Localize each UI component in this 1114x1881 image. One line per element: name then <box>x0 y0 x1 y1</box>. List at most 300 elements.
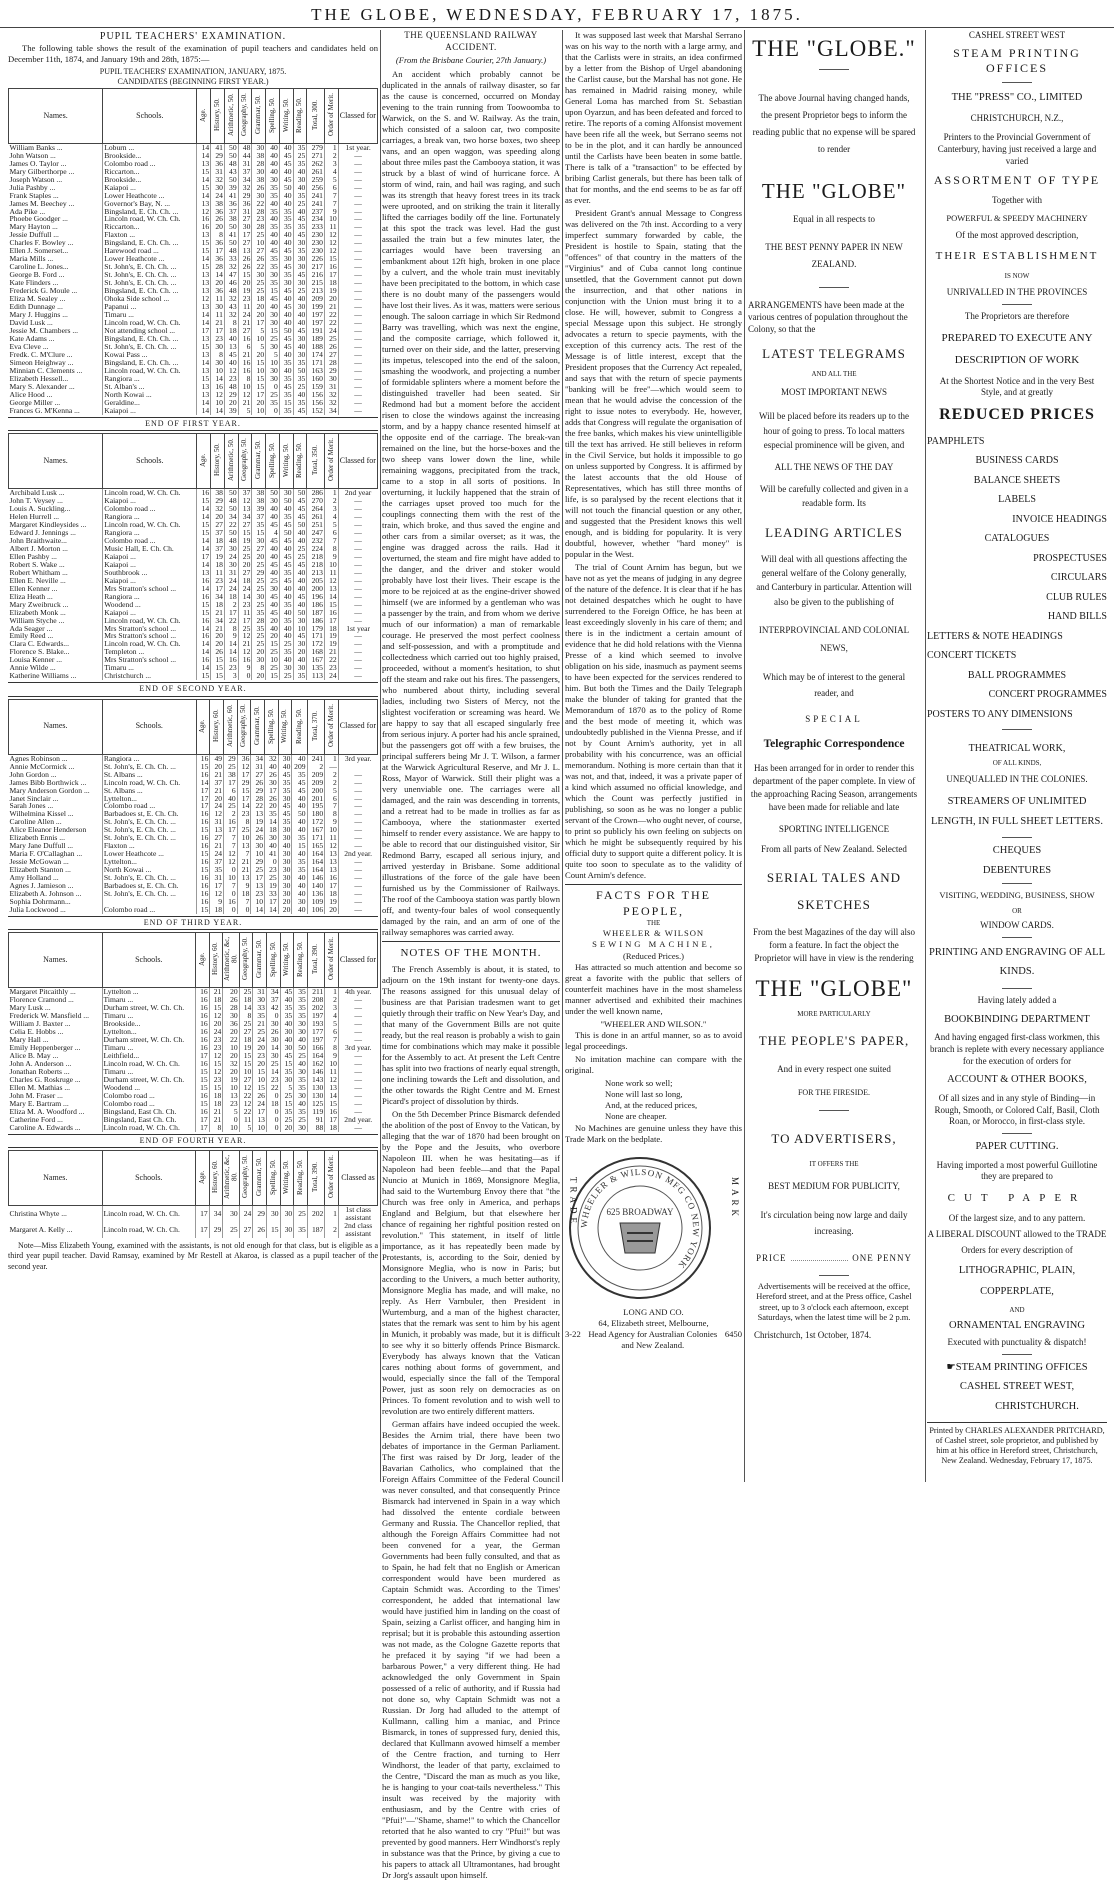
score-cell: 21 <box>237 858 251 866</box>
score-cell: 30 <box>293 617 307 625</box>
score-cell: 35 <box>279 215 293 223</box>
name-cell: Celia E. Hobbs ... <box>9 1028 103 1036</box>
school-cell: St. John's, E. Ch. Ch. ... <box>103 263 197 271</box>
score-cell: 172 <box>307 640 325 648</box>
score-cell: 1 <box>324 143 338 151</box>
score-cell: 16 <box>238 335 252 343</box>
score-cell: — <box>354 663 362 673</box>
score-cell: 12 <box>325 1076 339 1084</box>
score-cell: 106 <box>307 906 325 914</box>
column-header: Grammar, 50. <box>253 933 267 988</box>
score-cell: — <box>354 535 362 545</box>
score-cell: 13 <box>210 826 224 834</box>
score-cell: 172 <box>307 818 325 826</box>
score-cell: 45 <box>266 609 280 617</box>
school-cell: Lyttelton... <box>102 858 196 866</box>
score-cell: 34 <box>224 513 238 521</box>
score-cell: 0 <box>266 407 280 415</box>
name-cell: Janet Sinclair ... <box>9 795 103 803</box>
school-cell: Kaiapoi ... <box>103 577 197 585</box>
score-cell: 35 <box>294 1004 308 1012</box>
name-cell: Louis A. Suckling... <box>9 505 103 513</box>
score-cell: 8 <box>324 545 338 553</box>
exam-note: Note—Miss Elizabeth Young, examined with the assistants, is not old enough for that class, but is eligible as a third year pupil teacher. David Ramsay, examined by Mr Restell at Akaroa, is classed as a pupil teacher of the second year. <box>8 1241 378 1271</box>
score-cell: 163 <box>307 367 325 375</box>
score-cell: 40 <box>279 311 293 319</box>
press-machinery: POWERFUL & SPEEDY MACHINERY <box>946 212 1088 223</box>
score-cell: 11 <box>325 1068 339 1076</box>
score-cell: — <box>354 631 362 641</box>
score-cell: 16 <box>224 656 238 664</box>
price-value: ONE PENNY <box>852 1253 912 1264</box>
score-cell: 45 <box>293 593 307 601</box>
name-cell: Amy Holland ... <box>9 874 103 882</box>
score-cell: 14 <box>325 1092 339 1100</box>
score-cell: 0 <box>223 1116 239 1124</box>
score-cell: 24 <box>324 672 338 680</box>
score-cell: 25 <box>224 763 238 771</box>
agent-address: 64, Elizabeth street, Melbourne, <box>598 1317 709 1328</box>
score-cell: 35 <box>266 192 280 200</box>
notes-paragraph: On the 5th December Prince Bismarck defended the abolition of the post of Envoy to the Vatican, by alleging that the war of 1870 had been brought on by the Pope and the Jesuits, who overbore Napoleon III. when he was hesitating—as if Napoleon had been feeble—and that the Papal Nuncio at Munich in 1869, Monsignore Meglia, had said to the Wurtemburg Envoy there that "the Church was free only in America, and perhaps England and Belgium, but that elsewhere her chance of regaining her rightful position rested on revolution." This statement, in itself of little importance, as it has repeatedly been made by Protestants, is, according to the Soir, denied by Monsignore Meglia, who is now in Paris; but according to the Univers, a much better authority, Monsignore Meglia has made, and will make, no reply. As Herr Varnbuler, then President in Wurtemburg, and a man of the highest character, states that the remark was sent to him by his agent in Munich, it probably was made, but it is difficult to see why it so bitterly offends Prince Bismarck. Everybody has always known that the Vatican cares nothing about forms of government, and would, especially since the fall of the Temporal Power, just as soon rely on democracies as on Princes. To foment revolution and to wish well to revolution are two entirely different matters. <box>382 1108 560 1416</box>
pointing-hand-icon: ☛ <box>946 1361 956 1373</box>
agent-name: LONG AND CO. <box>623 1306 684 1317</box>
school-cell: Colombo road ... <box>102 906 196 914</box>
wheeler-verse <box>565 1078 742 1123</box>
press-workmen: And having engaged first-class workmen, this branch is replete with every necessary appliance for the execution of orders for <box>930 1032 1104 1066</box>
score-cell: — <box>354 567 362 577</box>
score-cell: 14 <box>197 143 211 151</box>
score-cell: 7 <box>237 898 251 906</box>
score-cell: 29 <box>237 779 251 787</box>
score-cell: 135 <box>307 664 325 672</box>
score-cell: 0 <box>266 1116 280 1124</box>
score-cell: 16 <box>196 754 210 762</box>
score-cell: 35 <box>292 858 307 866</box>
score-cell: 174 <box>307 351 325 359</box>
score-cell: 21 <box>211 625 225 633</box>
score-cell: 8 <box>325 810 339 818</box>
score-cell: 2nd class assistant <box>344 1221 373 1239</box>
score-cell: — <box>354 1098 363 1108</box>
school-cell: Papanui ... <box>103 303 197 311</box>
score-cell: 20 <box>278 898 292 906</box>
score-cell: 30 <box>266 176 280 184</box>
score-cell: 25 <box>293 545 307 553</box>
press-item: CONCERT TICKETS <box>927 650 1017 662</box>
score-cell: 15 <box>197 609 211 617</box>
score-cell: 15 <box>197 184 211 192</box>
score-cell: 25 <box>280 1092 294 1100</box>
score-cell: 13 <box>237 874 251 882</box>
score-cell: 205 <box>307 577 325 585</box>
score-cell: 25 <box>293 553 307 561</box>
score-cell: 27 <box>238 327 252 335</box>
column-rule <box>744 30 745 1482</box>
score-cell: 17 <box>196 802 210 810</box>
score-cell: 17 <box>196 1222 210 1238</box>
score-cell: — <box>354 519 362 529</box>
results-table-third-year <box>8 932 378 1131</box>
notes-column <box>565 30 742 1482</box>
school-cell: Colombo road ... <box>102 802 196 810</box>
score-cell: 18 <box>324 279 338 287</box>
score-cell: 11 <box>211 569 225 577</box>
globe-column <box>746 30 922 1482</box>
score-cell: 16 <box>324 609 338 617</box>
score-cell: 259 <box>307 176 325 184</box>
score-cell: 40 <box>279 192 293 200</box>
imprint: Printed by CHARLES ALEXANDER PRITCHARD, of Cashel street, sole proprietor, and published by him at his office in Hereford street, Christchurch, New Zealand. Wednesday, February 17, 1875. <box>929 1425 1105 1466</box>
press-together: Together with <box>991 194 1043 205</box>
score-cell: 9 <box>224 632 238 640</box>
score-cell: 13 <box>237 842 251 850</box>
score-cell: 15 <box>197 263 211 271</box>
score-cell: 213 <box>307 287 325 295</box>
name-cell: Archibald Lusk ... <box>9 489 103 497</box>
score-cell: 30 <box>266 375 280 383</box>
score-cell: 34 <box>238 513 252 521</box>
globe-all-news: ALL THE NEWS OF THE DAY <box>774 462 894 473</box>
score-cell: — <box>354 881 362 891</box>
school-cell: Lincoln road, W. Ch. Ch. <box>103 215 197 223</box>
score-cell: 7 <box>324 192 338 200</box>
score-cell: 2nd year. <box>344 849 373 859</box>
score-cell: 45 <box>293 271 307 279</box>
score-cell: 22 <box>224 617 238 625</box>
column-header: Age. <box>196 933 210 988</box>
score-cell: 21 <box>238 319 252 327</box>
school-cell: Mrs Stratton's school ... <box>103 632 197 640</box>
score-cell: 20 <box>211 279 225 287</box>
score-cell: 34 <box>209 1206 223 1222</box>
score-cell: 30 <box>293 335 307 343</box>
score-cell: 28 <box>252 223 266 231</box>
name-cell: Edward J. Jennings ... <box>9 529 103 537</box>
score-cell: 40 <box>266 239 280 247</box>
globe-all-parts: From all parts of New Zealand. Selected <box>761 844 907 855</box>
score-cell: 45 <box>279 287 293 295</box>
score-cell: 30 <box>293 255 307 263</box>
score-cell: 25 <box>294 1206 308 1222</box>
school-cell: Lincoln road, W. Ch. Ch. <box>102 1124 196 1132</box>
column-header: Geography, 50. <box>239 1151 253 1206</box>
score-cell: — <box>354 230 362 240</box>
name-cell: Annie Wilde ... <box>9 664 103 672</box>
score-cell: 40 <box>266 545 280 553</box>
score-cell: 26 <box>265 795 279 803</box>
score-cell: 20 <box>265 802 279 810</box>
score-cell: 19 <box>211 553 225 561</box>
wheeler-the: THE <box>646 919 661 928</box>
school-cell: Lyttelton ... <box>102 988 196 996</box>
name-cell: Margaret A. Kelly ... <box>9 1222 103 1238</box>
score-cell: 25 <box>252 601 266 609</box>
column-header: Arithmetic, 60. <box>224 699 238 754</box>
score-cell: 29 <box>211 497 225 505</box>
name-cell: Alice B. May ... <box>9 1052 103 1060</box>
score-cell: 30 <box>294 1124 308 1132</box>
school-cell: North Kowai ... <box>103 391 197 399</box>
press-item: BUSINESS CARDS <box>975 455 1059 467</box>
score-cell: 40 <box>293 569 307 577</box>
score-cell: 25 <box>293 383 307 391</box>
score-cell: 30 <box>252 143 266 151</box>
name-cell: Caroline Allen ... <box>9 818 103 826</box>
score-cell: 12 <box>238 391 252 399</box>
name-cell: Maria Mills ... <box>9 255 103 263</box>
score-cell: 35 <box>293 375 307 383</box>
column-header: Total, 300. <box>307 88 325 143</box>
score-cell: — <box>354 809 362 819</box>
score-cell: 179 <box>307 625 325 633</box>
globe-leading-articles: LEADING ARTICLES <box>765 524 903 540</box>
score-cell: 2 <box>324 497 338 505</box>
globe-equal: Equal in all respects to <box>793 213 875 224</box>
school-cell: Colombo road ... <box>103 537 197 545</box>
score-cell: 38 <box>211 200 225 208</box>
score-cell: 15 <box>209 1084 223 1092</box>
score-cell: 15 <box>197 497 211 505</box>
score-cell: 22 <box>266 1084 280 1092</box>
score-cell: 21 <box>211 609 225 617</box>
score-cell: 30 <box>252 656 266 664</box>
score-cell: 15 <box>239 1060 253 1068</box>
column-header: History, 60. <box>210 699 224 754</box>
score-cell: 17 <box>196 795 210 803</box>
score-cell: 32 <box>224 311 238 319</box>
wheeler-title: FACTS FOR THE PEOPLE, <box>596 888 711 918</box>
name-cell: Eliza M. Sealey ... <box>9 295 103 303</box>
name-cell: Wilhelmina Kissel ... <box>9 810 103 818</box>
press-largest: Of the largest size, and to any pattern. <box>948 1213 1086 1224</box>
score-cell: 5 <box>325 787 339 795</box>
score-cell: 41 <box>224 231 238 239</box>
name-cell: Alice Eleanor Henderson <box>9 826 103 834</box>
score-cell: 25 <box>293 152 307 160</box>
score-cell: 45 <box>279 176 293 184</box>
score-cell: 28 <box>252 617 266 625</box>
score-cell: 91 <box>307 1116 325 1124</box>
notes-title: NOTES OF THE MONTH. <box>400 946 542 959</box>
score-cell: 21 <box>238 399 252 407</box>
score-cell: 40 <box>292 850 307 858</box>
score-cell: 109 <box>307 898 325 906</box>
score-cell: 125 <box>307 1100 325 1108</box>
score-cell: 217 <box>307 263 325 271</box>
score-cell: — <box>354 294 362 304</box>
score-cell: 35 <box>293 672 307 680</box>
score-cell: 48 <box>224 383 238 391</box>
school-cell: Kaiapoi ... <box>103 609 197 617</box>
column-header: Spelling, 50. <box>266 933 280 988</box>
score-cell: 21 <box>210 842 224 850</box>
score-cell: 30 <box>211 359 225 367</box>
wheeler-text: No imitation machine can compare with the original. <box>565 1053 742 1075</box>
school-cell: St. Albans ... <box>102 787 196 795</box>
score-cell: 45 <box>279 247 293 255</box>
score-cell: 16 <box>196 1004 210 1012</box>
score-cell: 30 <box>266 367 280 375</box>
score-cell: 29 <box>251 787 265 795</box>
school-cell: Lincoln road, W. Ch. Ch. <box>102 779 196 787</box>
score-cell: 10 <box>223 1044 239 1052</box>
score-cell: 12 <box>324 239 338 247</box>
score-cell: 24 <box>253 1100 267 1108</box>
score-cell: 28 <box>211 263 225 271</box>
score-cell: 15 <box>196 1084 210 1092</box>
score-cell: 7 <box>324 200 338 208</box>
score-cell: 0 <box>224 866 238 874</box>
score-cell: 247 <box>307 529 325 537</box>
column-header: Names. <box>9 434 103 489</box>
score-cell: 27 <box>252 545 266 553</box>
score-cell: 46 <box>224 279 238 287</box>
score-cell: 15 <box>279 399 293 407</box>
score-cell: 15 <box>196 850 210 858</box>
school-cell: Kaiapoi ... <box>103 407 197 415</box>
score-cell: 27 <box>239 1028 253 1036</box>
name-cell: James O. Taylor ... <box>9 160 103 168</box>
score-cell: 1 <box>324 489 338 497</box>
score-cell: — <box>354 599 362 609</box>
score-cell: 40 <box>266 569 280 577</box>
name-cell: Fredk. C. M'Clure ... <box>9 351 103 359</box>
score-cell: 26 <box>211 215 225 223</box>
score-cell: 35 <box>279 359 293 367</box>
score-cell: 14 <box>197 319 211 327</box>
school-cell: Timaru ... <box>103 311 197 319</box>
score-cell: 17 <box>196 1124 210 1132</box>
score-cell: 45 <box>279 263 293 271</box>
score-cell: 17 <box>197 553 211 561</box>
score-cell: 14 <box>211 407 225 415</box>
score-cell: 40 <box>266 601 280 609</box>
score-cell: 35 <box>279 271 293 279</box>
score-cell: 39 <box>224 407 238 415</box>
score-cell: 21 <box>211 319 225 327</box>
score-cell: 40 <box>293 168 307 176</box>
score-cell: 13 <box>251 810 265 818</box>
name-cell: Florence Cramond ... <box>9 996 103 1004</box>
score-cell: 11 <box>324 569 338 577</box>
score-cell: 22 <box>252 263 266 271</box>
score-cell: 36 <box>223 1020 239 1028</box>
score-cell: 38 <box>224 215 238 223</box>
globe-welfare: Will deal with all questions affecting the general welfare of the Colony generally, and Canterbury in particular. Attention will also be given to the publishing of <box>756 553 912 607</box>
score-cell: 12 <box>324 577 338 585</box>
verse-line: None will last so long, <box>605 1089 683 1100</box>
score-cell: 15 <box>196 1068 210 1076</box>
score-cell: 13 <box>197 383 211 391</box>
score-cell: 13 <box>197 303 211 311</box>
score-cell: 16 <box>196 874 210 882</box>
school-cell: Lincoln road, W. Ch. Ch. <box>103 319 197 327</box>
score-cell: — <box>354 503 362 513</box>
name-cell: Joseph Watson ... <box>9 176 103 184</box>
score-cell: 12 <box>211 391 225 399</box>
score-cell: 16 <box>196 882 210 890</box>
score-cell: 10 <box>223 1124 239 1132</box>
score-cell: 23 <box>209 1076 223 1084</box>
score-cell: 41 <box>265 850 279 858</box>
score-cell: 22 <box>252 200 266 208</box>
press-ornamental: ORNAMENTAL ENGRAVING <box>949 1320 1085 1332</box>
score-cell: 10 <box>324 215 338 223</box>
score-cell: 40 <box>292 890 307 898</box>
score-cell: 264 <box>307 505 325 513</box>
score-cell: 20 <box>223 1052 239 1060</box>
score-cell: 8 <box>211 231 225 239</box>
score-cell: 8 <box>325 1044 339 1052</box>
school-cell: Lower Heathcote ... <box>103 255 197 263</box>
school-cell: Woodend ... <box>103 601 197 609</box>
press-guillotine: Having imported a most powerful Guillotine they are prepared to <box>936 1159 1098 1182</box>
score-cell: 17 <box>196 1116 210 1124</box>
score-cell: 14 <box>197 311 211 319</box>
score-cell: 21 <box>237 866 251 874</box>
score-cell: 2nd year <box>344 488 372 498</box>
score-cell: 24 <box>251 826 265 834</box>
score-cell: 20 <box>210 763 224 771</box>
score-cell: — <box>354 158 362 168</box>
score-cell: 2nd year. <box>344 1114 373 1124</box>
score-cell: — <box>354 1083 363 1093</box>
score-cell: 16 <box>196 834 210 842</box>
score-cell: 25 <box>252 287 266 295</box>
score-cell: 35 <box>280 1108 294 1116</box>
column-header: Reading, 50. <box>294 933 308 988</box>
score-cell: 40 <box>293 184 307 192</box>
score-cell: 15 <box>197 672 211 680</box>
score-cell: 17 <box>224 779 238 787</box>
score-cell: 24 <box>211 192 225 200</box>
press-steam-offices <box>927 1361 1107 1375</box>
score-cell: 25 <box>251 866 265 874</box>
score-cell: 24 <box>210 802 224 810</box>
score-cell: 270 <box>307 497 325 505</box>
score-cell: 15 <box>324 601 338 609</box>
school-cell: St. John's, E. Ch. Ch. ... <box>102 826 196 834</box>
globe-sporting: SPORTING INTELLIGENCE <box>778 824 890 835</box>
score-cell: 0 <box>265 858 279 866</box>
score-cell: 45 <box>280 1052 294 1060</box>
score-cell: 16 <box>196 1060 210 1068</box>
score-cell: 35 <box>280 1012 294 1020</box>
score-cell: 35 <box>266 263 280 271</box>
score-cell: 13 <box>197 279 211 287</box>
table-row <box>9 1206 378 1222</box>
score-cell: — <box>354 190 362 200</box>
press-debentures: DEBENTURES <box>982 864 1052 876</box>
score-cell: 29 <box>224 754 238 762</box>
school-cell: Lincoln road, W. Ch. Ch. <box>102 1060 196 1068</box>
score-cell: 15 <box>253 1084 267 1092</box>
column-header: Reading, 50. <box>292 699 307 754</box>
score-cell: 5 <box>325 1020 339 1028</box>
score-cell: 30 <box>266 1052 280 1060</box>
score-cell: 33 <box>224 255 238 263</box>
score-cell: 31 <box>253 988 267 996</box>
score-cell: 19 <box>324 640 338 648</box>
score-cell: 12 <box>238 497 252 505</box>
score-cell: 37 <box>210 858 224 866</box>
score-cell: — <box>354 857 362 867</box>
score-cell: 31 <box>211 168 225 176</box>
score-cell: 50 <box>279 529 293 537</box>
score-cell: 197 <box>307 1036 325 1044</box>
score-cell: 35 <box>278 787 292 795</box>
